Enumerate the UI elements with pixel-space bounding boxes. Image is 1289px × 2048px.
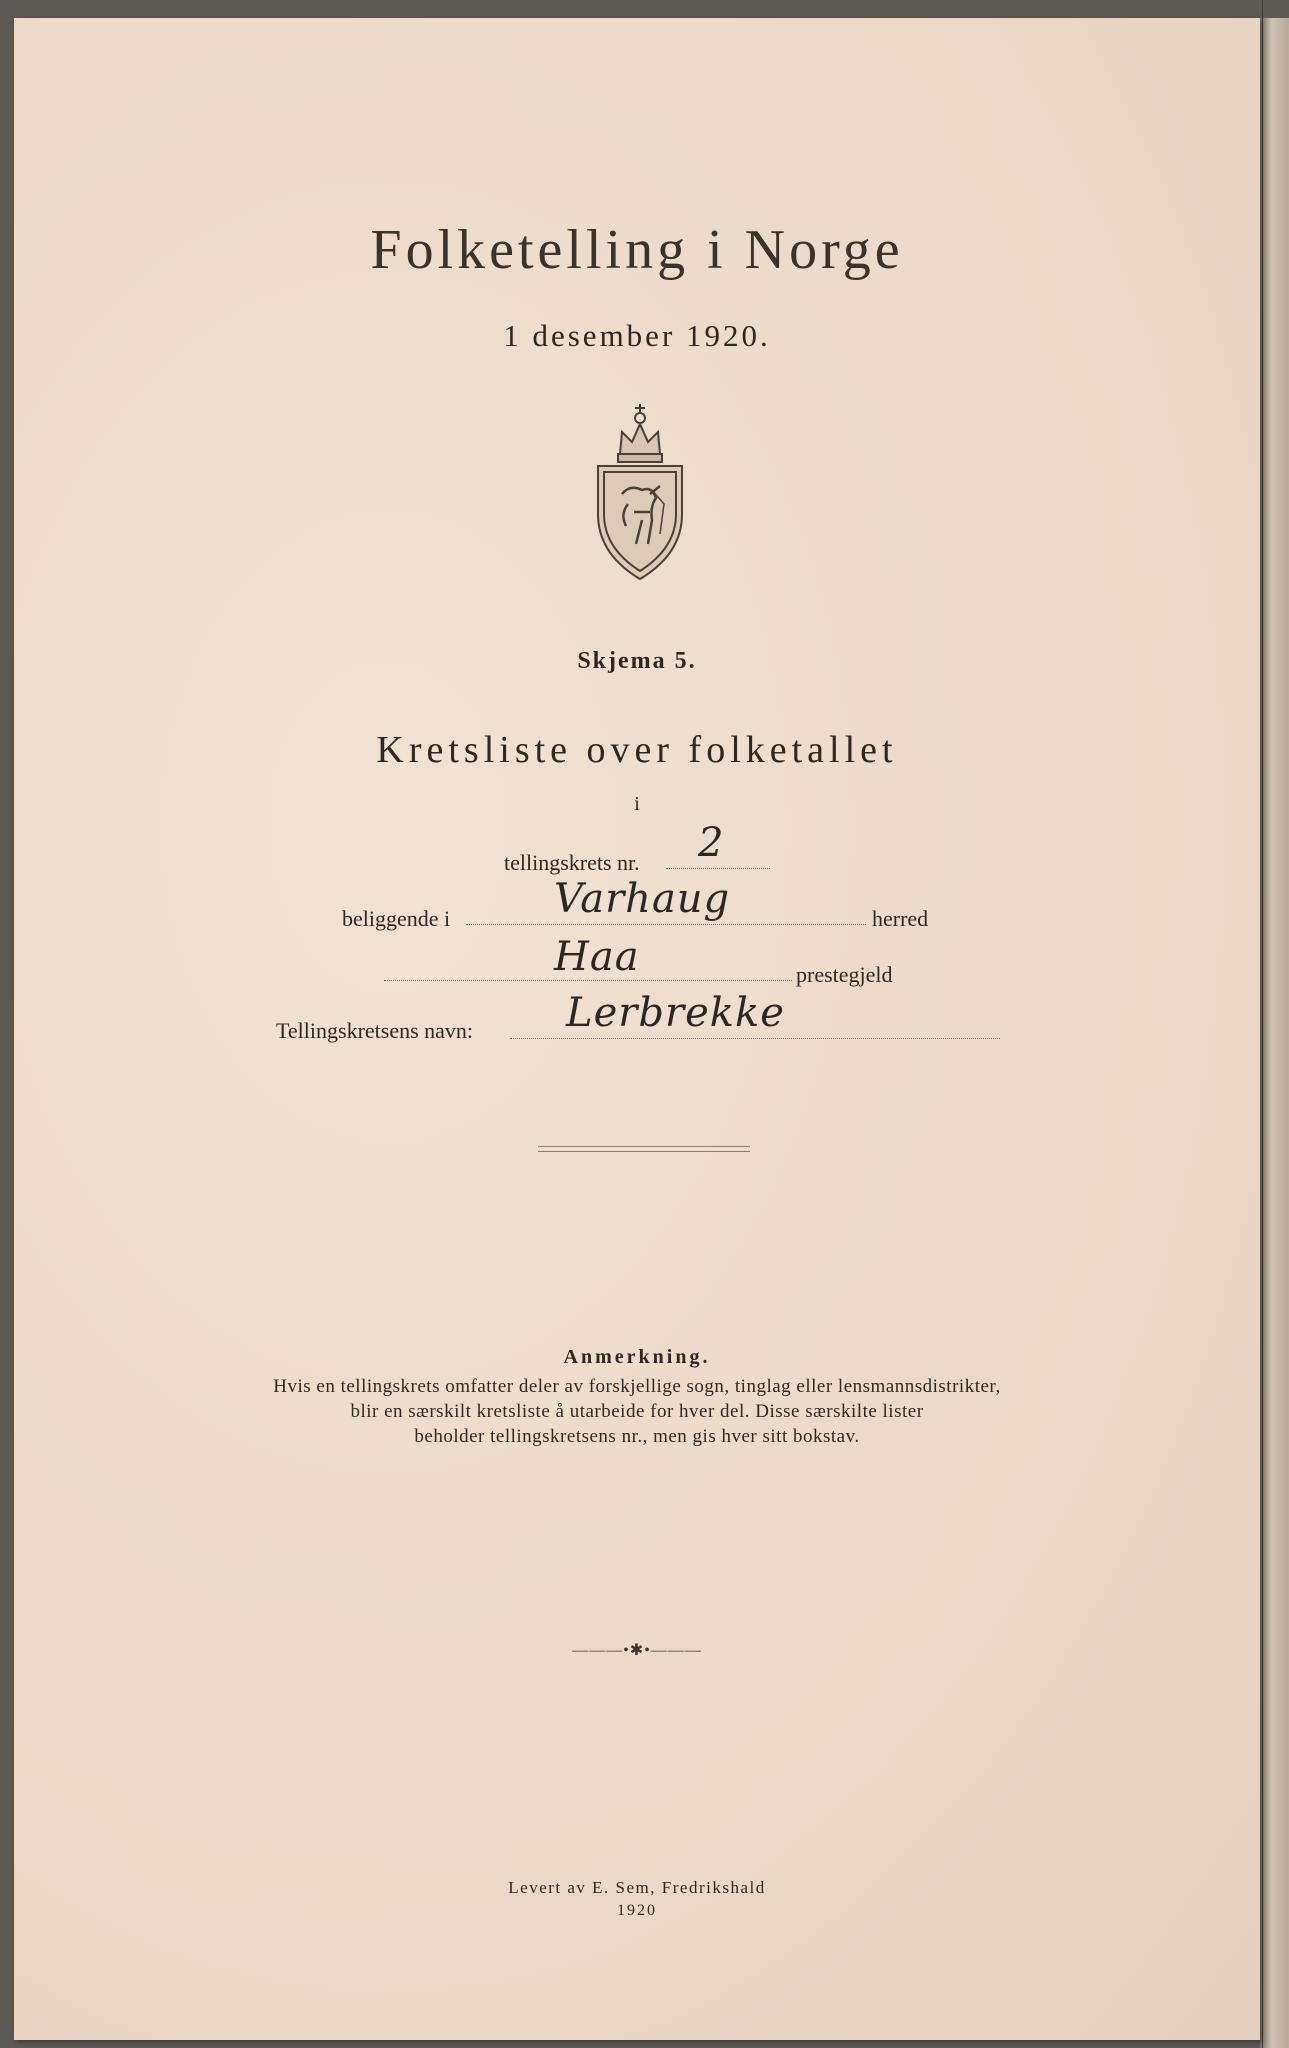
prestegjeld-label: prestegjeld [796,962,893,987]
note-heading: Anmerkning. [563,1346,711,1368]
prestegjeld-line [384,980,792,981]
prestegjeld-value: Haa [554,934,640,980]
ornament-divider: ———•✱•——— [572,1642,702,1659]
navn-label: Tellingskretsens navn: [276,1018,474,1043]
form-subtitle: Kretsliste over folketallet [376,729,898,771]
note-line-3: beholder tellingskretsens nr., men gis hver sitt bokstav. [414,1426,860,1447]
preposition-i: i [634,793,640,815]
herred-label: herred [872,906,929,931]
document-title: Folketelling i Norge [370,219,904,281]
page-edge [1260,18,1289,2048]
krets-label: tellingskrets nr. [504,850,640,875]
print-year: 1920 [617,1902,657,1919]
herred-line [466,924,866,925]
krets-line [666,868,770,869]
note-line-2: blir en særskilt kretsliste å utarbeide for hver del. Disse særskilte lister [350,1401,924,1422]
norway-coat-of-arms-icon [590,394,690,584]
binding-edge [1262,0,1263,2048]
herred-value: Varhaug [554,876,731,922]
navn-line [510,1038,1000,1039]
note-line-1: Hvis en tellingskrets omfatter deler av forskjellige sogn, tinglag eller lensmannsdistrikter, [273,1376,1001,1397]
beliggende-label: beliggende i [342,906,451,931]
census-date: 1 desember 1920. [503,318,771,353]
section-separator [538,1146,750,1152]
schema-number: Skjema 5. [577,648,697,674]
printer-credit: Levert av E. Sem, Fredrikshald [508,1878,766,1897]
census-form-page [14,18,1260,2040]
navn-value: Lerbrekke [566,990,785,1036]
krets-value: 2 [698,820,725,866]
